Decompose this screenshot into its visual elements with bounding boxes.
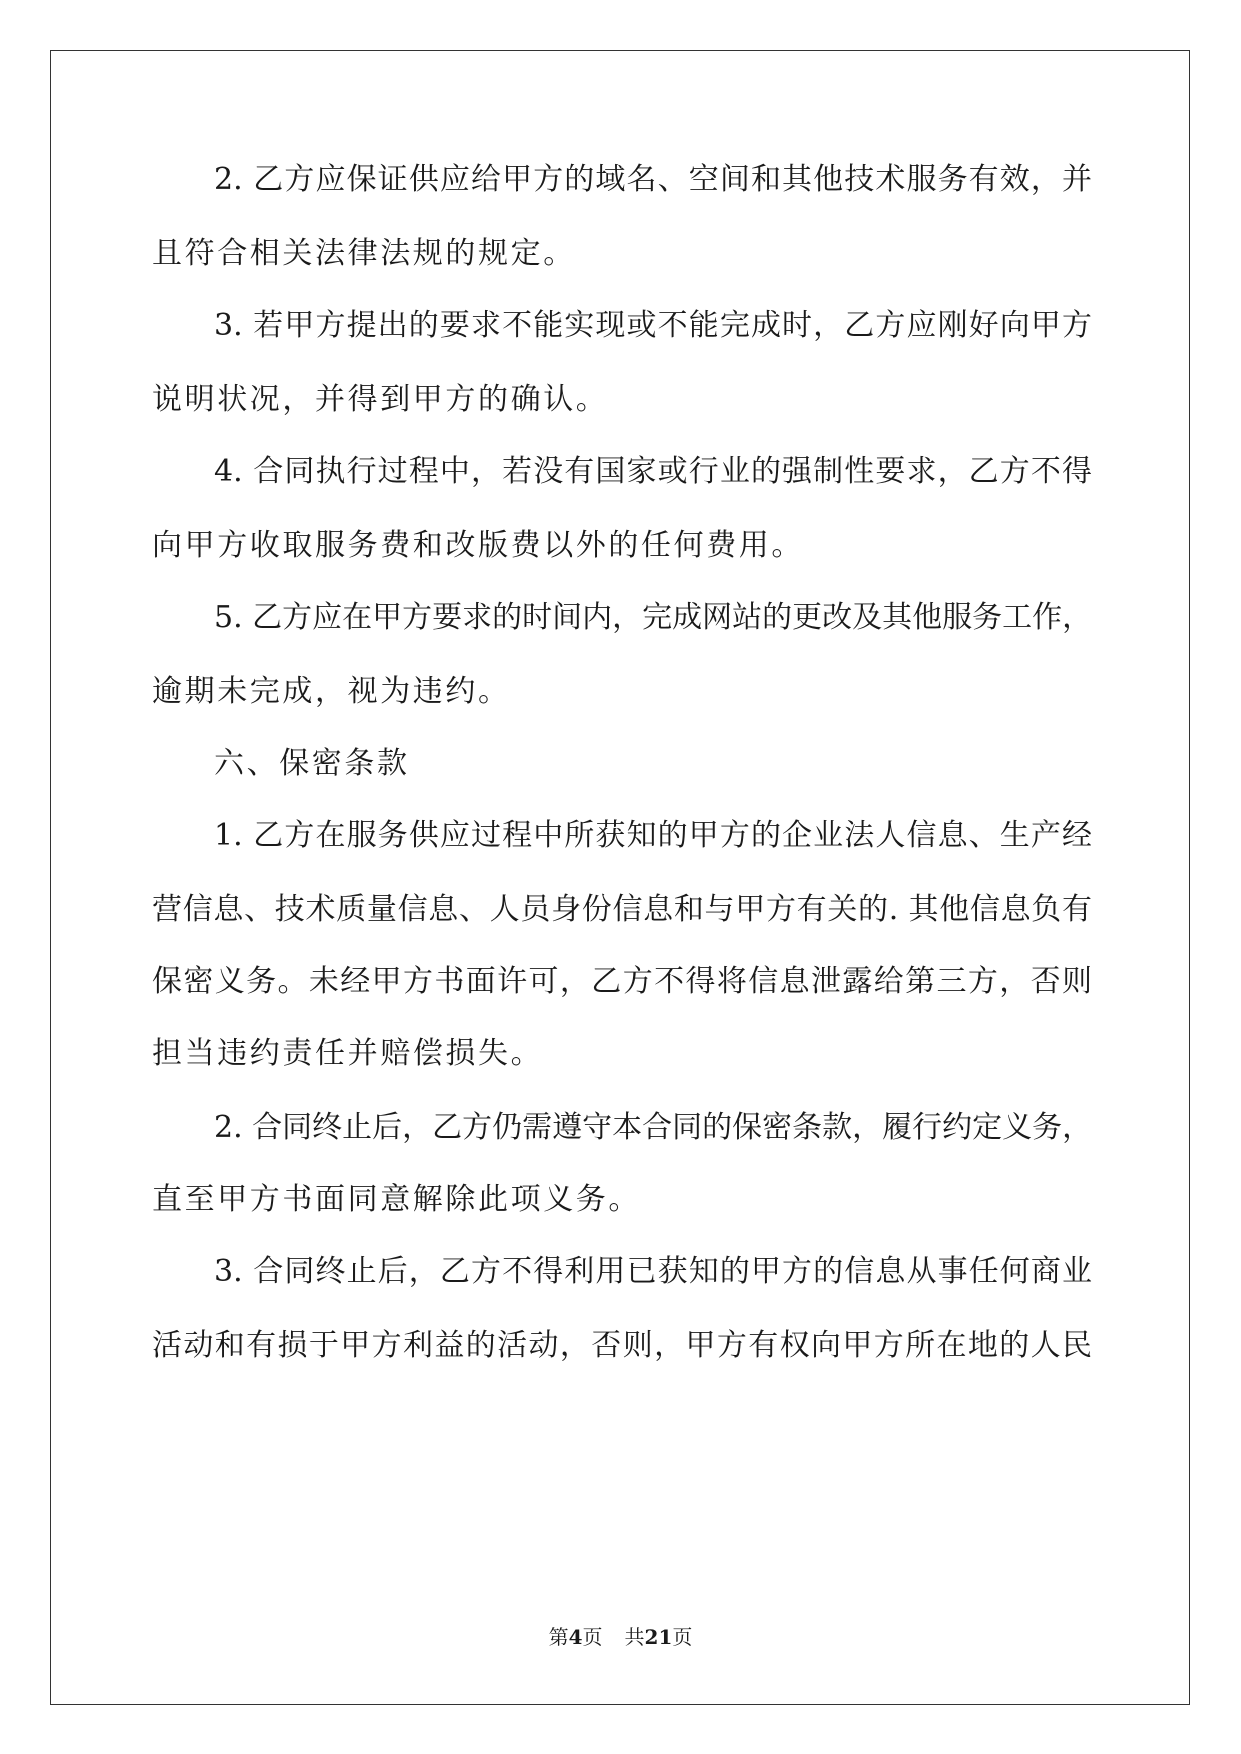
clause-3-line-2: 活动和有损于甲方利益的活动，否则，甲方有权向甲方所在地的人民 [152, 1328, 1092, 1363]
total-suffix: 页 [672, 1625, 693, 1649]
paragraph-3-line-1: 3. 若甲方提出的要求不能实现或不能完成时，乙方应刚好向甲方 [214, 308, 1092, 343]
page-border [50, 50, 1190, 1705]
paragraph-3-line-2: 说明状况，并得到甲方的确认。 [152, 382, 609, 417]
paragraph-2-line-1: 2. 乙方应保证供应给甲方的域名、空间和其他技术服务有效，并 [214, 162, 1092, 197]
clause-2-line-2: 直至甲方书面同意解除此项义务。 [152, 1182, 641, 1217]
clause-3-line-1: 3. 合同终止后，乙方不得利用已获知的甲方的信息从事任何商业 [214, 1254, 1092, 1289]
clause-1-line-2: 营信息、技术质量信息、人员身份信息和与甲方有关的. 其他信息负有 [152, 892, 1092, 927]
paragraph-2-line-2: 且符合相关法律法规的规定。 [152, 236, 576, 271]
total-prefix: 共 [624, 1625, 645, 1649]
clause-1-line-3: 保密义务。未经甲方书面许可，乙方不得将信息泄露给第三方，否则 [152, 964, 1092, 999]
clause-2-line-1: 2. 合同终止后，乙方仍需遵守本合同的保密条款，履行约定义务， [214, 1110, 1093, 1145]
paragraph-4-line-2: 向甲方收取服务费和改版费以外的任何费用。 [152, 528, 804, 563]
page-prefix: 第 [548, 1625, 569, 1649]
paragraph-5-line-1: 5. 乙方应在甲方要求的时间内，完成网站的更改及其他服务工作， [214, 600, 1093, 635]
section-heading-confidentiality: 六、保密条款 [214, 746, 410, 781]
clause-1-line-1: 1. 乙方在服务供应过程中所获知的甲方的企业法人信息、生产经 [214, 818, 1092, 853]
clause-1-line-4: 担当违约责任并赔偿损失。 [152, 1036, 544, 1071]
paragraph-5-line-2: 逾期未完成，视为违约。 [152, 674, 511, 709]
paragraph-4-line-1: 4. 合同执行过程中，若没有国家或行业的强制性要求，乙方不得 [214, 454, 1092, 489]
page-suffix: 页 [582, 1625, 603, 1649]
total-pages: 21 [644, 1625, 673, 1649]
page-footer [0, 1625, 1241, 1649]
page-number: 4 [568, 1625, 583, 1649]
